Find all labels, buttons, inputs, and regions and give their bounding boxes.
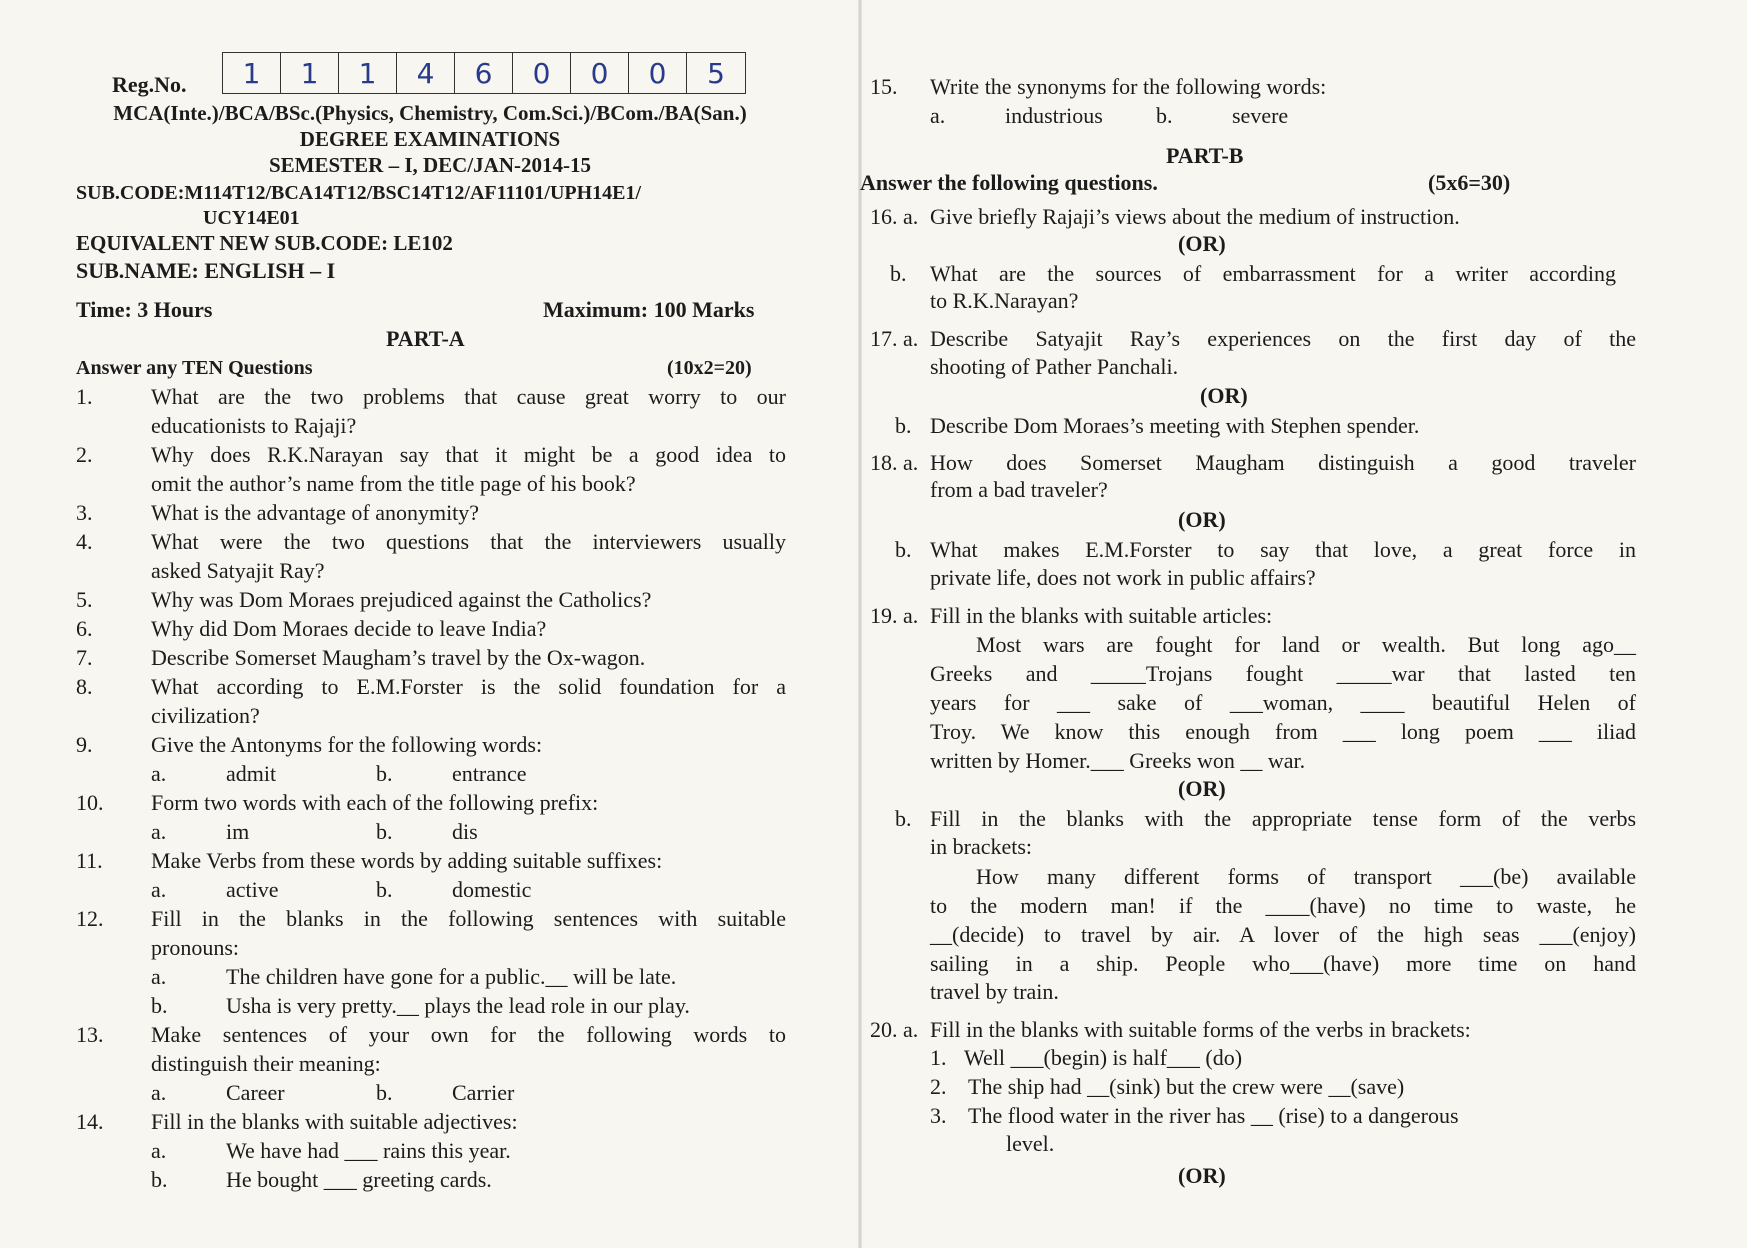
question-number: 16. a. [870, 204, 919, 229]
option-text: Usha is very pretty.__ plays the lead role in our play. [226, 993, 690, 1018]
or-divider: (OR) [1178, 776, 1226, 801]
option-label: a. [930, 103, 946, 128]
option-label: b. [376, 1080, 393, 1105]
right-page [860, 0, 1747, 1248]
question-text: to R.K.Narayan? [930, 288, 1079, 313]
question-number: 17. a. [870, 326, 919, 351]
part-b-title: PART-B [1166, 143, 1244, 168]
question-text: Why does R.K.Narayan say that it might be a good idea to [151, 442, 786, 467]
reg-digit: 6 [455, 53, 513, 93]
option-label: b. [151, 1167, 168, 1192]
reg-digit: 1 [223, 53, 281, 93]
question-text: Fill in the blanks with suitable adjectives: [151, 1109, 518, 1134]
question-number: 14. [76, 1109, 104, 1134]
question-part-label: b. [895, 806, 912, 831]
question-part-label: b. [890, 261, 907, 286]
question-number: 10. [76, 790, 104, 815]
passage-line: years for ___ sake of ___woman, ____ beautiful Helen of [930, 690, 1636, 715]
courses: MCA(Inte.)/BCA/BSc.(Physics, Chemistry, Com.Sci.)/BCom./BA(San.) [113, 101, 747, 125]
passage-line: __(decide) to travel by air. A lover of the high seas ___(enjoy) [930, 922, 1636, 947]
equivalent-code: EQUIVALENT NEW SUB.CODE: LE102 [76, 231, 453, 255]
question-text: civilization? [151, 703, 260, 728]
question-text: Fill in the blanks with suitable articles: [930, 603, 1273, 628]
passage-line: Most wars are fought for land or wealth. But long ago__ [976, 632, 1636, 657]
question-number: 19. a. [870, 603, 919, 628]
part-a-marks: (10x2=20) [667, 357, 752, 379]
passage-line: travel by train. [930, 979, 1059, 1004]
option-label: b. [376, 877, 393, 902]
question-text: from a bad traveler? [930, 477, 1108, 502]
reg-digit: 0 [571, 53, 629, 93]
reg-digit: 0 [513, 53, 571, 93]
question-text: What are the sources of embarrassment for a writer according [930, 261, 1616, 286]
part-a-title: PART-A [386, 326, 465, 351]
question-text: Write the synonyms for the following words: [930, 74, 1327, 99]
question-text: Why did Dom Moraes decide to leave India? [151, 616, 547, 641]
question-text: What makes E.M.Forster to say that love, a great force in [930, 537, 1636, 562]
item-text: The ship had __(sink) but the crew were __(save) [968, 1074, 1405, 1099]
question-number: 3. [76, 500, 93, 525]
passage-line: Greeks and _____Trojans fought _____war that lasted ten [930, 661, 1636, 686]
question-number: 15. [870, 74, 898, 99]
or-divider: (OR) [1178, 507, 1226, 532]
question-text: asked Satyajit Ray? [151, 558, 325, 583]
question-text: Give the Antonyms for the following words: [151, 732, 543, 757]
question-number: 2. [76, 442, 93, 467]
reg-label: Reg.No. [112, 72, 187, 97]
question-text: How does Somerset Maugham distinguish a good traveler [930, 450, 1636, 475]
option-label: a. [151, 877, 167, 902]
question-text: Describe Dom Moraes’s meeting with Stephen spender. [930, 413, 1420, 438]
question-number: 5. [76, 587, 93, 612]
part-b-marks: (5x6=30) [1428, 170, 1511, 195]
question-text: Fill in the blanks with suitable forms of the verbs in brackets: [930, 1017, 1471, 1042]
option-text: Career [226, 1080, 285, 1105]
option-label: a. [151, 964, 167, 989]
question-part-label: b. [895, 537, 912, 562]
option-label: b. [1156, 103, 1173, 128]
question-text: distinguish their meaning: [151, 1051, 381, 1076]
question-text: Fill in the blanks with the appropriate tense form of the verbs [930, 806, 1636, 831]
reg-number-boxes [222, 52, 746, 94]
option-text: active [226, 877, 279, 902]
option-label: b. [376, 761, 393, 786]
option-text: Carrier [452, 1080, 515, 1105]
option-text: entrance [452, 761, 527, 786]
question-text: What are the two problems that cause great worry to our [151, 384, 786, 409]
question-number: 20. a. [870, 1017, 919, 1042]
passage-line: How many different forms of transport ___(be) available [976, 864, 1636, 889]
option-label: a. [151, 1138, 167, 1163]
option-label: b. [376, 819, 393, 844]
question-text: private life, does not work in public affairs? [930, 565, 1316, 590]
question-number: 8. [76, 674, 93, 699]
option-text: dis [452, 819, 478, 844]
item-text: Well ___(begin) is half___ (do) [964, 1045, 1243, 1070]
question-text: in brackets: [930, 834, 1033, 859]
subject-name: SUB.NAME: ENGLISH – I [76, 258, 336, 283]
question-text: What according to E.M.Forster is the solid foundation for a [151, 674, 786, 699]
question-number: 9. [76, 732, 93, 757]
question-part-label: b. [895, 413, 912, 438]
or-divider: (OR) [1200, 383, 1248, 408]
question-number: 13. [76, 1022, 104, 1047]
option-text: im [226, 819, 250, 844]
reg-digit: 0 [629, 53, 687, 93]
question-text: shooting of Pather Panchali. [930, 354, 1179, 379]
option-text: industrious [1005, 103, 1103, 128]
question-text: Describe Somerset Maugham’s travel by the Ox-wagon. [151, 645, 646, 670]
exam-time: Time: 3 Hours [76, 297, 213, 322]
question-text: Why was Dom Moraes prejudiced against the Catholics? [151, 587, 652, 612]
exam-title: DEGREE EXAMINATIONS [299, 127, 561, 151]
option-text: He bought ___ greeting cards. [226, 1167, 492, 1192]
question-number: 6. [76, 616, 93, 641]
reg-digit: 4 [397, 53, 455, 93]
reg-digit: 1 [339, 53, 397, 93]
part-b-instruction: Answer the following questions. [860, 170, 1158, 195]
option-label: a. [151, 1080, 167, 1105]
question-text: Make Verbs from these words by adding suitable suffixes: [151, 848, 663, 873]
question-number: 7. [76, 645, 93, 670]
reg-digit: 1 [281, 53, 339, 93]
question-text: What were the two questions that the interviewers usually [151, 529, 786, 554]
question-text: Make sentences of your own for the following words to [151, 1022, 786, 1047]
question-text: omit the author’s name from the title page of his book? [151, 471, 636, 496]
passage-line: sailing in a ship. People who___(have) more time on hand [930, 951, 1636, 976]
option-text: The children have gone for a public.__ will be late. [226, 964, 677, 989]
question-text: Give briefly Rajaji’s views about the medium of instruction. [930, 204, 1460, 229]
or-divider: (OR) [1178, 231, 1226, 256]
question-text: educationists to Rajaji? [151, 413, 357, 438]
sub-code: SUB.CODE:M114T12/BCA14T12/BSC14T12/AF11101/UPH14E1/ [76, 182, 642, 204]
item-number: 2. [930, 1074, 947, 1099]
option-text: admit [226, 761, 277, 786]
question-text: Form two words with each of the following prefix: [151, 790, 599, 815]
question-number: 12. [76, 906, 104, 931]
item-text: level. [1006, 1131, 1055, 1156]
option-label: a. [151, 761, 167, 786]
max-marks: Maximum: 100 Marks [543, 297, 755, 322]
or-divider: (OR) [1178, 1163, 1226, 1188]
question-text: Fill in the blanks in the following sentences with suitable [151, 906, 786, 931]
reg-digit: 5 [707, 56, 725, 90]
left-page [0, 0, 860, 1248]
question-text: pronouns: [151, 935, 239, 960]
option-label: b. [151, 993, 168, 1018]
item-number: 3. [930, 1103, 947, 1128]
semester: SEMESTER – I, DEC/JAN-2014-15 [268, 153, 592, 177]
passage-line: Troy. We know this enough from ___ long poem ___ iliad [930, 719, 1636, 744]
question-text: Describe Satyajit Ray’s experiences on the first day of the [930, 326, 1636, 351]
sub-code-cont: UCY14E01 [203, 207, 300, 229]
option-text: domestic [452, 877, 532, 902]
item-text: The flood water in the river has __ (rise) to a dangerous [968, 1103, 1459, 1128]
item-number: 1. [930, 1045, 947, 1070]
option-label: a. [151, 819, 167, 844]
question-number: 11. [76, 848, 103, 873]
option-text: severe [1232, 103, 1289, 128]
question-text: What is the advantage of anonymity? [151, 500, 480, 525]
passage-line: written by Homer.___ Greeks won __ war. [930, 748, 1306, 773]
question-number: 18. a. [870, 450, 919, 475]
part-a-instruction: Answer any TEN Questions [76, 357, 313, 379]
question-number: 4. [76, 529, 93, 554]
question-number: 1. [76, 384, 93, 409]
option-text: We have had ___ rains this year. [226, 1138, 511, 1163]
passage-line: to the modern man! if the ____(have) no time to waste, he [930, 893, 1636, 918]
